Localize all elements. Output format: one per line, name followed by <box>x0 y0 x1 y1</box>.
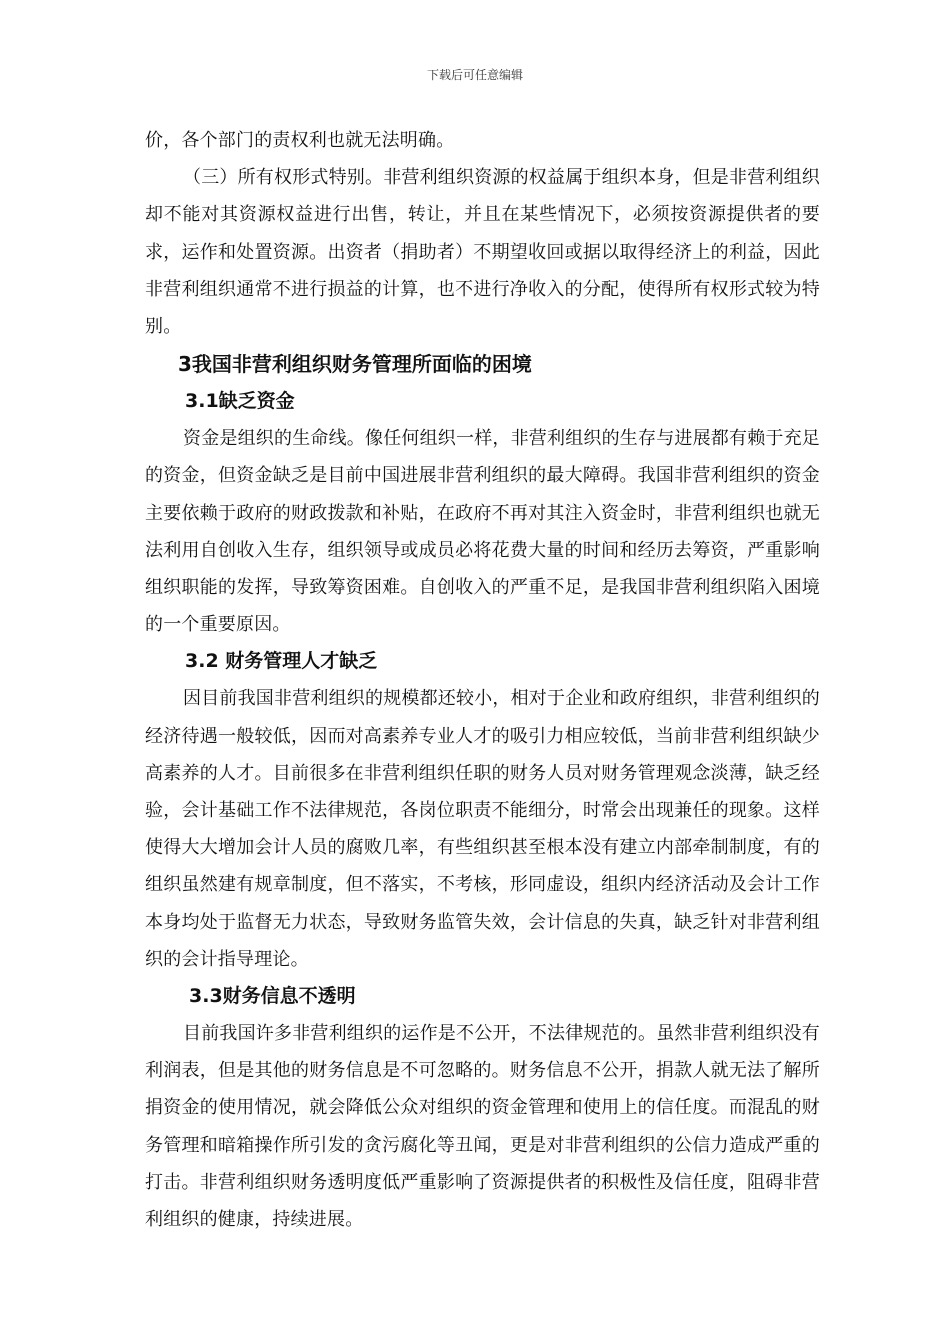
document-body <box>145 122 820 1238</box>
paragraph-3-3: 目前我国许多非营利组织的运作是不公开，不法律规范的。虽然非营利组织没有利润表，但是其他的财务信息是不可忽略的。财务信息不公开，捐款人就无法了解所捐资金的使用情况，就会降低公众对组织的资金管理和使用上的信任度。而混乱的财务管理和暗箱操作所引发的贪污腐化等丑闻，更是对非营利组织的公信力造成严重的打击。非营利组织财务透明度低严重影响了资源提供者的积极性及信任度，阻碍非营利组织的健康，持续进展。 <box>145 1023 820 1231</box>
paragraph-ownership: （三）所有权形式特别。非营利组织资源的权益属于组织本身，但是非营利组织却不能对其资源权益进行出售，转让，并且在某些情况下，必须按资源提供者的要求，运作和处置资源。出资者（捐助者）不期望收回或据以取得经济上的利益，因此非营利组织通常不进行损益的计算，也不进行净收入的分配，使得所有权形式较为特别。 <box>145 167 820 338</box>
paragraph-3-2: 因目前我国非营利组织的规模都还较小，相对于企业和政府组织，非营利组织的经济待遇一般较低，因而对高素养专业人才的吸引力相应较低，当前非营利组织缺少高素养的人才。目前很多在非营利组织任职的财务人员对财务管理观念淡薄，缺乏经验，会计基础工作不法律规范，各岗位职责不能细分，时常会出现兼任的现象。这样使得大大增加会计人员的腐败几率，有些组织甚至根本没有建立内部牵制制度，有的组织虽然建有规章制度，但不落实，不考核，形同虚设，组织内经济活动及会计工作本身均处于监督无力状态，导致财务监管失效，会计信息的失真，缺乏针对非营利组织的会计指导理论。 <box>145 688 820 970</box>
subsection-heading-3-2: 3.2 财务管理人才缺乏 <box>185 650 378 673</box>
subsection-heading-3-1: 3.1缺乏资金 <box>185 390 295 413</box>
paragraph-continuation: 价，各个部门的责权利也就无法明确。 <box>145 130 455 151</box>
section-heading-3: 3我国非营利组织财务管理所面临的困境 <box>178 352 532 377</box>
subsection-heading-3-3: 3.3财务信息不透明 <box>189 985 356 1008</box>
page-header: 下载后可任意编辑 <box>426 68 523 82</box>
paragraph-3-1: 资金是组织的生命线。像任何组织一样，非营利组织的生存与进展都有赖于充足的资金，但资金缺乏是目前中国进展非营利组织的最大障碍。我国非营利组织的资金主要依赖于政府的财政拨款和补贴，在政府不再对其注入资金时，非营利组织也就无法利用自创收入生存，组织领导或成员必将花费大量的时间和经历去筹资，严重影响组织职能的发挥，导致筹资困难。自创收入的严重不足，是我国非营利组织陷入困境的一个重要原因。 <box>145 428 820 636</box>
